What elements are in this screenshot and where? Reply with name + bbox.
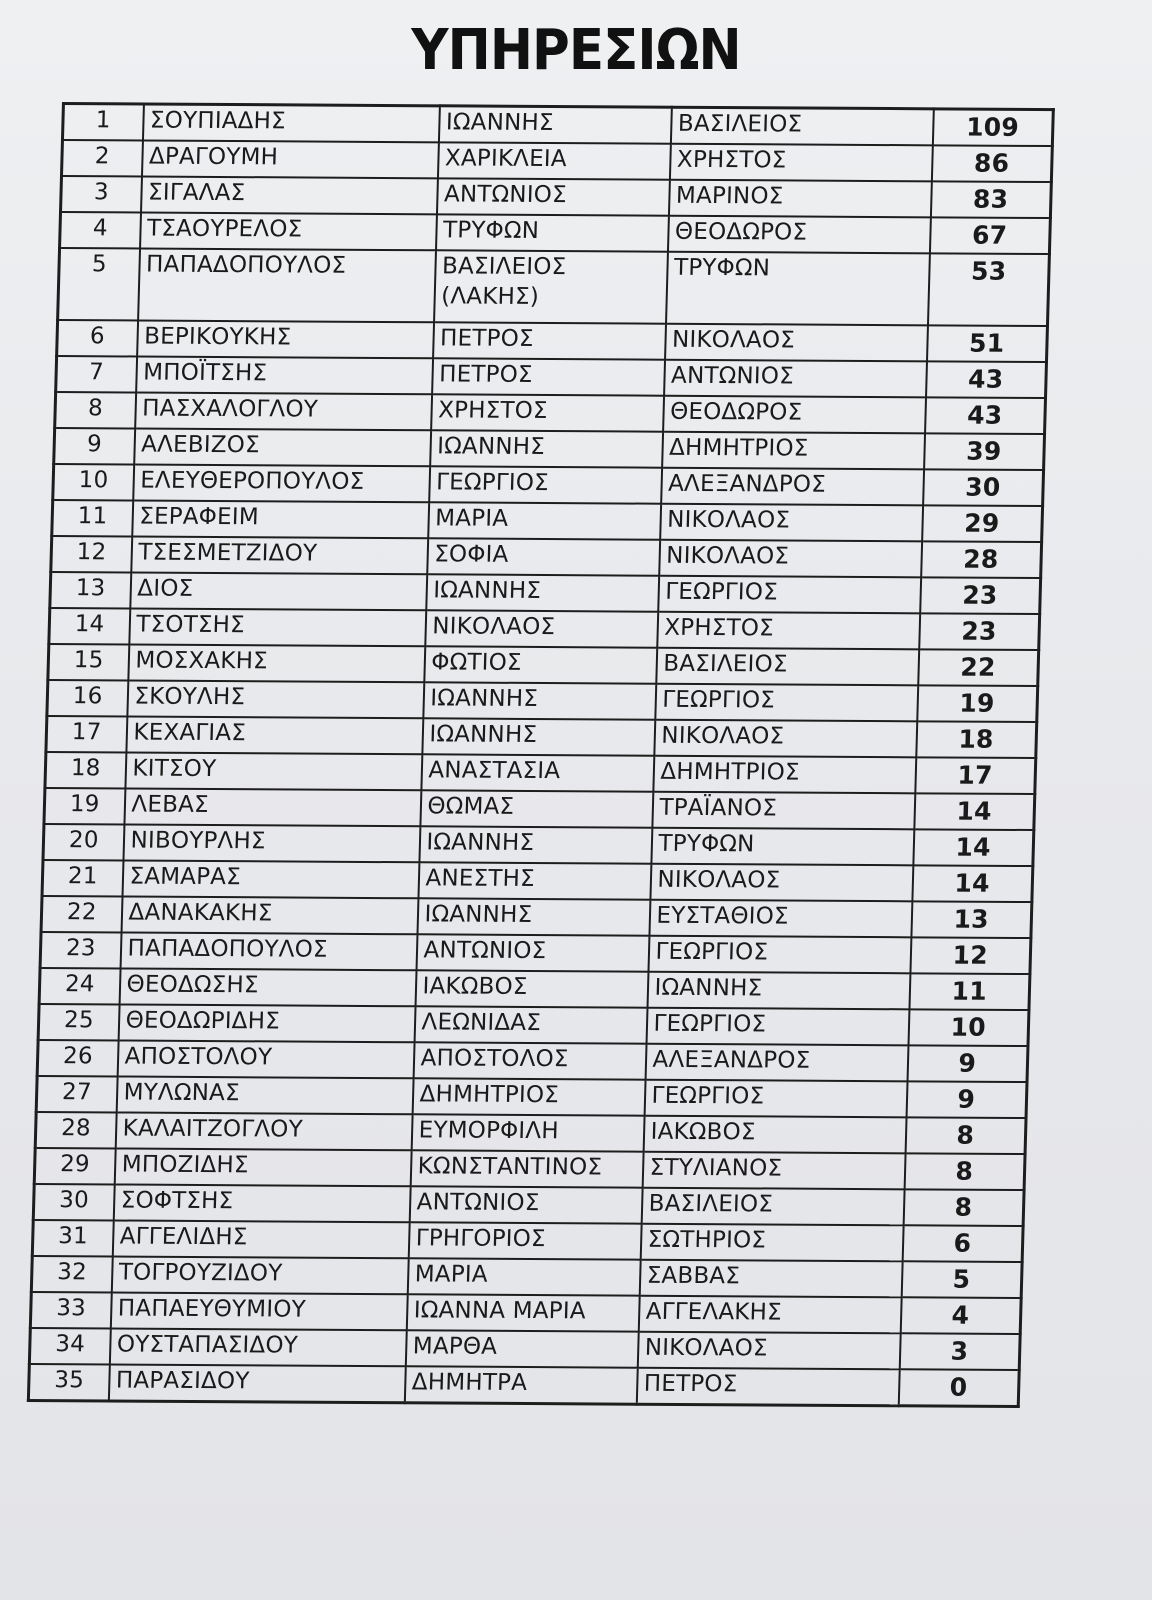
father-name-cell: ΧΡΗΣΤΟΣ xyxy=(669,144,932,182)
row-number: 7 xyxy=(56,356,137,392)
score-cell: 8 xyxy=(903,1189,1024,1226)
father-name-cell: ΙΩΑΝΝΗΣ xyxy=(647,972,910,1010)
father-name-cell: ΤΡΑΪΑΝΟΣ xyxy=(652,792,915,830)
father-name-cell: ΕΥΣΤΑΘΙΟΣ xyxy=(649,900,912,938)
surname-cell: ΠΑΠΑΔΟΠΟΥΛΟΣ xyxy=(120,932,417,970)
surname-cell: ΜΟΣΧΑΚΗΣ xyxy=(128,644,425,682)
score-cell: 51 xyxy=(927,325,1048,362)
surname-cell: ΠΑΠΑΕΥΘΥΜΙΟΥ xyxy=(110,1292,407,1330)
table-row xyxy=(33,1184,1024,1226)
first-name-cell: ΑΝΤΩΝΙΟΣ xyxy=(416,934,649,971)
surname-cell: ΜΠΟΪΤΣΗΣ xyxy=(136,356,433,394)
first-name-cell: ΧΑΡΙΚΛΕΙΑ xyxy=(437,142,670,179)
row-number: 14 xyxy=(49,608,130,644)
table-row xyxy=(45,752,1036,794)
first-name-cell: ΠΕΤΡΟΣ xyxy=(432,358,665,395)
father-name-cell: ΝΙΚΟΛΑΟΣ xyxy=(650,864,913,902)
score-cell: 22 xyxy=(918,649,1039,686)
table-row xyxy=(35,1112,1026,1154)
table-row xyxy=(39,968,1030,1010)
score-cell: 9 xyxy=(906,1081,1027,1118)
surname-cell: ΠΑΡΑΣΙΔΟΥ xyxy=(108,1364,405,1402)
row-number: 22 xyxy=(41,896,122,932)
surname-cell: ΚΑΛΑΙΤΖΟΓΛΟΥ xyxy=(115,1112,412,1150)
surname-cell: ΕΛΕΥΘΕΡΟΠΟΥΛΟΣ xyxy=(133,464,430,502)
surname-cell: ΤΣΟΤΣΗΣ xyxy=(129,608,426,646)
score-cell: 19 xyxy=(917,685,1038,722)
table-row xyxy=(43,824,1034,866)
score-cell: 14 xyxy=(913,829,1034,866)
score-cell: 67 xyxy=(929,217,1050,254)
score-cell: 43 xyxy=(925,397,1046,434)
father-name-cell: ΔΗΜΗΤΡΙΟΣ xyxy=(653,756,916,794)
father-name-cell: ΣΤΥΛΙΑΝΟΣ xyxy=(642,1152,905,1190)
row-number: 10 xyxy=(53,464,134,500)
row-number: 9 xyxy=(54,428,135,464)
row-number: 24 xyxy=(39,968,120,1004)
row-number: 16 xyxy=(47,680,128,716)
surname-cell: ΤΣΕΣΜΕΤΖΙΔΟΥ xyxy=(131,536,428,574)
row-number: 1 xyxy=(62,104,143,141)
first-name-cell: ΝΙΚΟΛΑΟΣ xyxy=(425,610,658,647)
first-name-cell: ΙΩΑΝΝΗΣ xyxy=(419,826,652,863)
first-name-cell: ΙΩΑΝΝΗΣ xyxy=(422,718,655,755)
first-name-cell: ΑΠΟΣΤΟΛΟΣ xyxy=(413,1042,646,1079)
father-name-cell: ΑΛΕΞΑΝΔΡΟΣ xyxy=(645,1044,908,1082)
table-row xyxy=(46,716,1037,758)
score-cell: 83 xyxy=(930,181,1051,218)
row-number: 32 xyxy=(31,1256,112,1292)
first-name-cell: ΜΑΡΘΑ xyxy=(405,1330,638,1367)
first-name-cell: ΒΑΣΙΛΕΙΟΣ (ΛΑΚΗΣ) xyxy=(434,250,668,323)
first-name-cell: ΧΡΗΣΤΟΣ xyxy=(431,394,664,431)
row-number: 8 xyxy=(55,392,136,428)
first-name-cell: ΑΝΤΩΝΙΟΣ xyxy=(436,178,669,215)
score-cell: 5 xyxy=(901,1261,1022,1298)
first-name-cell: ΔΗΜΗΤΡΙΟΣ xyxy=(412,1078,645,1115)
table-row xyxy=(60,212,1051,254)
table-row xyxy=(52,500,1043,542)
surname-cell: ΑΠΟΣΤΟΛΟΥ xyxy=(117,1040,414,1078)
table-row xyxy=(40,932,1031,974)
surname-cell: ΤΟΓΡΟΥΖΙΔΟΥ xyxy=(111,1256,408,1294)
row-number: 28 xyxy=(35,1112,116,1148)
surname-cell: ΛΕΒΑΣ xyxy=(124,788,421,826)
first-name-cell: ΙΩΑΝΝΗΣ xyxy=(423,682,656,719)
table-row xyxy=(31,1256,1022,1298)
first-name-cell: ΜΑΡΙΑ xyxy=(407,1258,640,1295)
surname-cell: ΣΙΓΑΛΑΣ xyxy=(141,176,438,214)
table-row xyxy=(29,1328,1020,1370)
father-name-cell: ΘΕΟΔΩΡΟΣ xyxy=(663,396,926,434)
father-name-cell: ΧΡΗΣΤΟΣ xyxy=(657,612,920,650)
score-cell: 11 xyxy=(909,973,1030,1010)
surname-cell: ΑΛΕΒΙΖΟΣ xyxy=(134,428,431,466)
first-name-cell: ΕΥΜΟΡΦΙΛΗ xyxy=(411,1114,644,1151)
table-row xyxy=(41,896,1032,938)
score-cell: 109 xyxy=(932,109,1053,146)
first-name-cell: ΦΩΤΙΟΣ xyxy=(424,646,657,683)
row-number: 30 xyxy=(33,1184,114,1220)
first-name-cell: ΛΕΩΝΙΔΑΣ xyxy=(414,1006,647,1043)
father-name-cell: ΓΕΩΡΓΙΟΣ xyxy=(644,1080,907,1118)
table-row xyxy=(54,428,1045,470)
table-row xyxy=(48,644,1039,686)
first-name-cell: ΠΕΤΡΟΣ xyxy=(433,322,666,359)
score-cell: 53 xyxy=(927,253,1049,326)
score-cell: 8 xyxy=(904,1153,1025,1190)
father-name-cell: ΘΕΟΔΩΡΟΣ xyxy=(667,216,930,254)
results-table xyxy=(27,102,1055,1408)
row-number: 4 xyxy=(60,212,141,248)
first-name-cell: ΓΕΩΡΓΙΟΣ xyxy=(429,466,662,503)
results-table-wrapper xyxy=(27,102,1052,1408)
first-name-cell: ΔΗΜΗΤΡΑ xyxy=(404,1366,637,1404)
surname-cell: ΔΑΝΑΚΑΚΗΣ xyxy=(121,896,418,934)
surname-cell: ΤΣΑΟΥΡΕΛΟΣ xyxy=(140,212,437,250)
score-cell: 39 xyxy=(924,433,1045,470)
row-number: 26 xyxy=(37,1040,118,1076)
surname-cell: ΝΙΒΟΥΡΛΗΣ xyxy=(123,824,420,862)
row-number: 20 xyxy=(43,824,124,860)
father-name-cell: ΑΝΤΩΝΙΟΣ xyxy=(664,360,927,398)
table-row xyxy=(55,392,1046,434)
surname-cell: ΑΓΓΕΛΙΔΗΣ xyxy=(112,1220,409,1258)
first-name-cell: ΓΡΗΓΟΡΙΟΣ xyxy=(408,1222,641,1259)
father-name-cell: ΝΙΚΟΛΑΟΣ xyxy=(637,1332,900,1370)
score-cell: 17 xyxy=(915,757,1036,794)
surname-cell: ΠΑΣΧΑΛΟΓΛΟΥ xyxy=(135,392,432,430)
surname-cell: ΣΟΦΤΣΗΣ xyxy=(113,1184,410,1222)
score-cell: 9 xyxy=(907,1045,1028,1082)
table-row xyxy=(53,464,1044,506)
table-row xyxy=(47,680,1038,722)
score-cell: 12 xyxy=(910,937,1031,974)
surname-cell: ΚΕΧΑΓΙΑΣ xyxy=(126,716,423,754)
surname-cell: ΘΕΟΔΩΡΙΔΗΣ xyxy=(118,1004,415,1042)
table-row xyxy=(34,1148,1025,1190)
row-number: 25 xyxy=(38,1004,119,1040)
father-name-cell: ΣΩΤΗΡΙΟΣ xyxy=(640,1224,903,1262)
father-name-cell: ΝΙΚΟΛΑΟΣ xyxy=(665,324,928,362)
surname-cell: ΣΑΜΑΡΑΣ xyxy=(122,860,419,898)
father-name-cell: ΓΕΩΡΓΙΟΣ xyxy=(648,936,911,974)
first-name-cell: ΙΑΚΩΒΟΣ xyxy=(415,970,648,1007)
score-cell: 23 xyxy=(919,613,1040,650)
first-name-cell: ΑΝΤΩΝΙΟΣ xyxy=(409,1186,642,1223)
score-cell: 0 xyxy=(898,1369,1019,1406)
table-row xyxy=(58,248,1050,326)
first-name-cell: ΤΡΥΦΩΝ xyxy=(435,214,668,251)
surname-cell: ΔΙΟΣ xyxy=(130,572,427,610)
father-name-cell: ΒΑΣΙΛΕΙΟΣ xyxy=(656,648,919,686)
score-cell: 86 xyxy=(931,145,1052,182)
table-row xyxy=(62,104,1053,147)
surname-cell: ΟΥΣΤΑΠΑΣΙΔΟΥ xyxy=(109,1328,406,1366)
father-name-cell: ΝΙΚΟΛΑΟΣ xyxy=(654,720,917,758)
score-cell: 18 xyxy=(916,721,1037,758)
score-cell: 30 xyxy=(923,469,1044,506)
row-number: 19 xyxy=(44,788,125,824)
surname-cell: ΣΕΡΑΦΕΙΜ xyxy=(132,500,429,538)
row-number: 34 xyxy=(29,1328,110,1364)
surname-cell: ΠΑΠΑΔΟΠΟΥΛΟΣ xyxy=(138,248,436,322)
row-number: 5 xyxy=(58,248,140,320)
score-cell: 8 xyxy=(905,1117,1026,1154)
table-row xyxy=(28,1364,1019,1407)
score-cell: 10 xyxy=(908,1009,1029,1046)
first-name-cell: ΑΝΑΣΤΑΣΙΑ xyxy=(421,754,654,791)
row-number: 6 xyxy=(57,320,138,356)
father-name-cell: ΒΑΣΙΛΕΙΟΣ xyxy=(641,1188,904,1226)
row-number: 31 xyxy=(32,1220,113,1256)
first-name-cell: ΑΝΕΣΤΗΣ xyxy=(418,862,651,899)
row-number: 12 xyxy=(51,536,132,572)
table-row xyxy=(42,860,1033,902)
father-name-cell: ΔΗΜΗΤΡΙΟΣ xyxy=(662,432,925,470)
row-number: 21 xyxy=(42,860,123,896)
row-number: 35 xyxy=(28,1364,109,1401)
father-name-cell: ΣΑΒΒΑΣ xyxy=(639,1260,902,1298)
father-name-cell: ΤΡΥΦΩΝ xyxy=(666,252,930,326)
father-name-cell: ΙΑΚΩΒΟΣ xyxy=(643,1116,906,1154)
surname-cell: ΚΙΤΣΟΥ xyxy=(125,752,422,790)
row-number: 18 xyxy=(45,752,126,788)
row-number: 13 xyxy=(50,572,131,608)
father-name-cell: ΓΕΩΡΓΙΟΣ xyxy=(655,684,918,722)
row-number: 33 xyxy=(30,1292,111,1328)
father-name-cell: ΓΕΩΡΓΙΟΣ xyxy=(658,576,921,614)
table-row xyxy=(37,1040,1028,1082)
table-row xyxy=(44,788,1035,830)
table-row xyxy=(50,572,1041,614)
table-row xyxy=(49,608,1040,650)
score-cell: 6 xyxy=(902,1225,1023,1262)
row-number: 23 xyxy=(40,932,121,968)
first-name-cell: ΘΩΜΑΣ xyxy=(420,790,653,827)
table-row xyxy=(57,320,1048,362)
first-name-cell: ΜΑΡΙΑ xyxy=(428,502,661,539)
father-name-cell: ΒΑΣΙΛΕΙΟΣ xyxy=(670,107,933,145)
first-name-cell: ΙΩΑΝΝΗΣ xyxy=(426,574,659,611)
surname-cell: ΘΕΟΔΩΣΗΣ xyxy=(119,968,416,1006)
row-number: 27 xyxy=(36,1076,117,1112)
score-cell: 14 xyxy=(912,865,1033,902)
surname-cell: ΒΕΡΙΚΟΥΚΗΣ xyxy=(137,320,434,358)
table-row xyxy=(51,536,1042,578)
father-name-cell: ΠΕΤΡΟΣ xyxy=(636,1368,899,1406)
score-cell: 23 xyxy=(920,577,1041,614)
table-row xyxy=(61,176,1052,218)
surname-cell: ΜΥΛΩΝΑΣ xyxy=(116,1076,413,1114)
surname-cell: ΣΟΥΠΙΑΔΗΣ xyxy=(142,104,439,142)
row-number: 3 xyxy=(61,176,142,212)
table-row xyxy=(32,1220,1023,1262)
score-cell: 43 xyxy=(926,361,1047,398)
table-row xyxy=(30,1292,1021,1334)
first-name-cell: ΙΩΑΝΝΗΣ xyxy=(438,106,671,144)
surname-cell: ΜΠΟΖΙΔΗΣ xyxy=(114,1148,411,1186)
score-cell: 14 xyxy=(914,793,1035,830)
first-name-cell: ΚΩΝΣΤΑΝΤΙΝΟΣ xyxy=(410,1150,643,1187)
first-name-cell: ΙΩΑΝΝΑ ΜΑΡΙΑ xyxy=(406,1294,639,1331)
father-name-cell: ΝΙΚΟΛΑΟΣ xyxy=(659,540,922,578)
score-cell: 13 xyxy=(911,901,1032,938)
score-cell: 28 xyxy=(921,541,1042,578)
results-table-body xyxy=(28,104,1053,1407)
father-name-cell: ΓΕΩΡΓΙΟΣ xyxy=(646,1008,909,1046)
page-title: ΥΠΗΡΕΣΙΩΝ xyxy=(411,18,741,83)
table-row xyxy=(56,356,1047,398)
father-name-cell: ΝΙΚΟΛΑΟΣ xyxy=(660,504,923,542)
surname-cell: ΣΚΟΥΛΗΣ xyxy=(127,680,424,718)
father-name-cell: ΜΑΡΙΝΟΣ xyxy=(668,180,931,218)
row-number: 2 xyxy=(61,140,142,176)
table-row xyxy=(38,1004,1029,1046)
score-cell: 3 xyxy=(899,1333,1020,1370)
father-name-cell: ΑΛΕΞΑΝΔΡΟΣ xyxy=(661,468,924,506)
table-row xyxy=(36,1076,1027,1118)
score-cell: 29 xyxy=(922,505,1043,542)
first-name-cell: ΙΩΑΝΝΗΣ xyxy=(417,898,650,935)
score-cell: 4 xyxy=(900,1297,1021,1334)
father-name-cell: ΑΓΓΕΛΑΚΗΣ xyxy=(638,1296,901,1334)
row-number: 17 xyxy=(46,716,127,752)
father-name-cell: ΤΡΥΦΩΝ xyxy=(651,828,914,866)
row-number: 29 xyxy=(34,1148,115,1184)
table-row xyxy=(61,140,1052,182)
first-name-cell: ΣΟΦΙΑ xyxy=(427,538,660,575)
surname-cell: ΔΡΑΓΟΥΜΗ xyxy=(141,140,438,178)
row-number: 11 xyxy=(52,500,133,536)
row-number: 15 xyxy=(48,644,129,680)
first-name-cell: ΙΩΑΝΝΗΣ xyxy=(430,430,663,467)
